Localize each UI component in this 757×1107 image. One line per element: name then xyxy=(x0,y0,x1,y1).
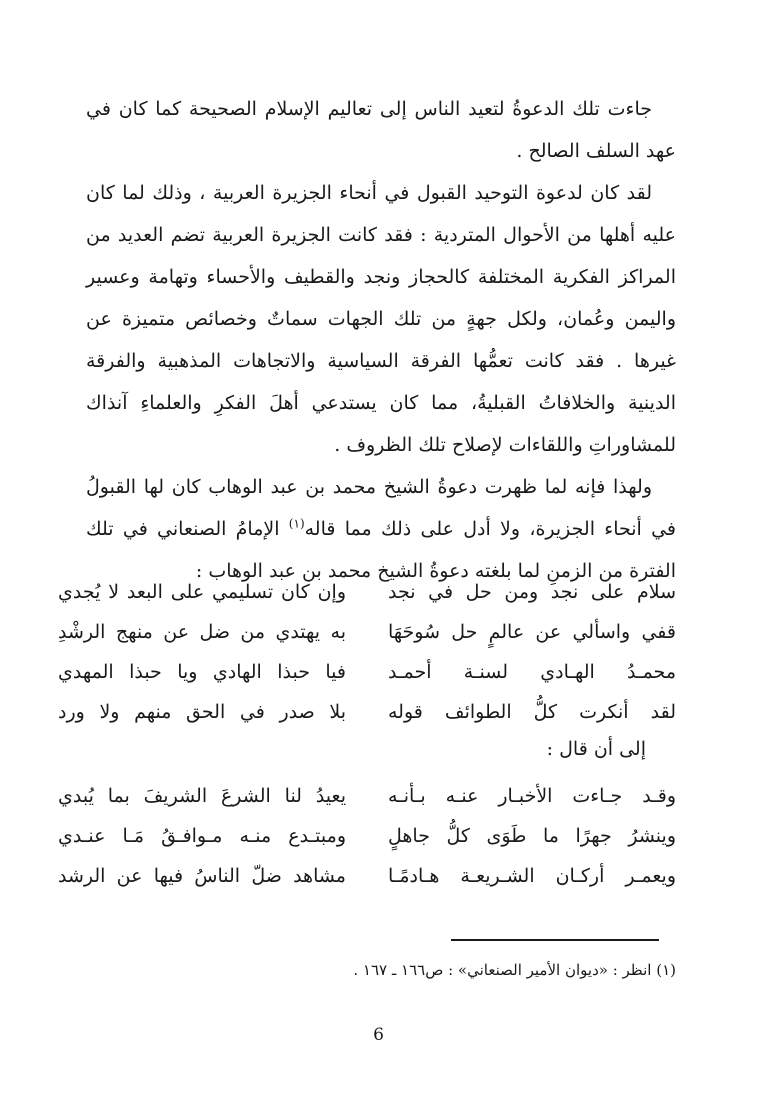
first-hemistich: ويعمـر أركـان الشـريعـة هـادمًـا xyxy=(388,865,676,887)
second-hemistich: مشاهد ضلّ الناسُ فيها عن الرشد xyxy=(58,865,346,887)
poem-verse xyxy=(58,776,676,816)
first-hemistich: محمـدُ الهـادي لسنـة أحمـد xyxy=(388,661,676,683)
poem-verse xyxy=(58,692,676,732)
first-hemistich: قفي واسألي عن عالمٍ حل سُوحَهَا xyxy=(388,621,676,643)
first-hemistich: وقـد جـاءت الأخبـار عنـه بـأنـه xyxy=(388,785,676,807)
second-hemistich: يعيدُ لنا الشرعَ الشريفَ بما يُبدي xyxy=(58,785,346,807)
second-hemistich: بلا صدر في الحق منهم ولا ورد xyxy=(58,701,346,723)
paragraph-text: الإمامُ الصنعاني في تلك الفترة من الزمنِ لما بلغته دعوةُ الشيخ محمد بن عبد الوهاب : xyxy=(86,518,676,582)
paragraph-text: ولهذا فإنه لما ظهرت دعوةُ الشيخ محمد بن عبد الوهاب كان لها القبولُ في أنحاء الجزيرة، ولا أدل على ذلك مما قاله xyxy=(86,476,677,540)
paragraph: لقد كان لدعوة التوحيد القبول في أنحاء الجزيرة العربية ، وذلك لما كان عليه أهلها من الأحوال المتردية : فقد كانت الجزيرة العربية تضم العديد من المراكز الفكرية المختلفة كالحجاز ونجد والقطيف والأحساء وتهامة وعسير واليمن وعُمان، ولكل جهةٍ من تلك الجهات سماتٌ وخصائص متميزة عن غيرها . فقد كانت تعمُّها الفرقة السياسية والاتجاهات المذهبية والفرقة الدينية والخلافاتُ القبليةُ، مما كان يستدعي أهلَ الفكرِ والعلماءِ آنذاك للمشاوراتِ واللقاءات لإصلاح تلك الظروف . xyxy=(86,182,676,456)
poem-verse xyxy=(58,652,676,692)
poem-verse xyxy=(58,816,676,856)
first-hemistich: سلام على نجد ومن حل في نجد xyxy=(388,581,676,603)
second-hemistich: فيا حبذا الهادي ويا حبذا المهدي xyxy=(58,661,346,683)
poem-verse xyxy=(58,612,676,652)
body-text xyxy=(86,88,676,596)
page-number: 6 xyxy=(373,1025,384,1045)
footnote-text: انظر : «ديوان الأمير الصنعاني» : ص١٦٦ ـ ١٦٧ . xyxy=(353,961,652,979)
footnote-marker: (١) xyxy=(656,961,676,979)
poem-verse xyxy=(58,856,676,896)
poem-interlude: إلى أن قال : xyxy=(546,738,646,760)
footnote-divider xyxy=(451,939,659,941)
poem xyxy=(58,776,676,896)
footnote-reference: (١) xyxy=(288,516,305,531)
first-hemistich: وينشرُ جهرًا ما طَوَى كلُّ جاهلٍ xyxy=(388,825,676,847)
poem-verse xyxy=(58,572,676,612)
second-hemistich: به يهتدي من ضل عن منهج الرشْدِ xyxy=(58,621,346,643)
first-hemistich: لقد أنكرت كلُّ الطوائف قوله xyxy=(388,701,676,723)
second-hemistich: وإن كان تسليمي على البعد لا يُجدي xyxy=(58,581,346,603)
second-hemistich: ومبتـدع منـه مـوافـقُ مَـا عنـدي xyxy=(58,825,346,847)
paragraph: جاءت تلك الدعوةُ لتعيد الناس إلى تعاليم الإسلام الصحيحة كما كان في عهد السلف الصالح . xyxy=(86,98,676,162)
poem xyxy=(58,572,676,732)
footnote xyxy=(200,957,676,983)
